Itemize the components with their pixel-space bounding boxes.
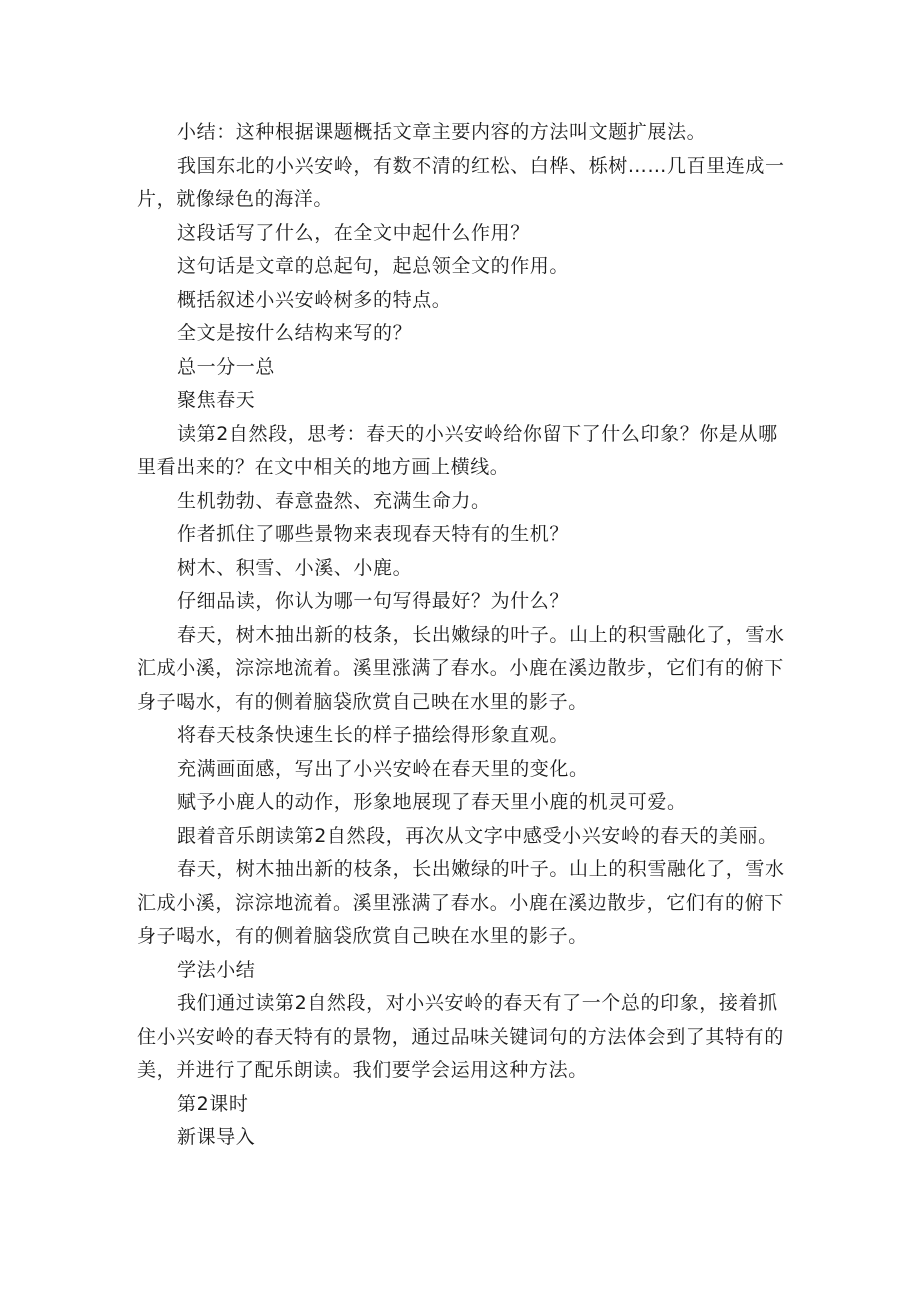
answer-paragraph: 生机勃勃、春意盎然、充满生命力。 [177, 489, 491, 512]
section-heading: 新课导入 [177, 1126, 256, 1148]
answer-paragraph: 将春天枝条快速生长的样子描绘得形象直观。 [177, 724, 570, 746]
quote-paragraph: 我国东北的小兴安岭，有数不清的红松、白桦、栎树……几百里连成一片，就像绿色的海洋。 [137, 154, 785, 210]
section-heading: 学法小结 [177, 958, 256, 981]
summary-paragraph: 小结：这种根据课题概括文章主要内容的方法叫文题扩展法。 [177, 121, 707, 143]
document-body [137, 116, 787, 1155]
answer-paragraph: 赋予小鹿人的动作，形象地展现了春天里小鹿的机灵可爱。 [177, 791, 687, 813]
quote-paragraph: 春天，树木抽出新的枝条，长出嫩绿的叶子。山上的积雪融化了，雪水汇成小溪，淙淙地流着。溪里涨满了春水。小鹿在溪边散步，它们有的俯下身子喝水，有的侧着脑袋欣赏自己映在水里的影子。 [137, 858, 785, 947]
question-paragraph: 仔细品读，你认为哪一句写得最好？为什么？ [177, 590, 570, 612]
section-heading: 聚焦春天 [177, 389, 256, 411]
answer-paragraph: 这句话是文章的总起句，起总领全文的作用。 [177, 255, 570, 277]
task-paragraph: 跟着音乐朗读第2自然段，再次从文字中感受小兴安岭的春天的美丽。 [177, 824, 778, 847]
answer-paragraph: 树木、积雪、小溪、小鹿。 [177, 556, 413, 579]
answer-paragraph: 概括叙述小兴安岭树多的特点。 [177, 288, 452, 311]
task-paragraph: 读第2自然段，思考：春天的小兴安岭给你留下了什么印象？你是从哪里看出来的？在文中相关的地方画上横线。 [137, 422, 778, 478]
question-paragraph: 这段话写了什么，在全文中起什么作用？ [177, 221, 530, 244]
answer-paragraph: 总一分一总 [177, 355, 276, 378]
quote-paragraph: 春天，树木抽出新的枝条，长出嫩绿的叶子。山上的积雪融化了，雪水汇成小溪，淙淙地流着。溪里涨满了春水。小鹿在溪边散步，它们有的俯下身子喝水，有的侧着脑袋欣赏自己映在水里的影子。 [137, 623, 785, 713]
question-paragraph: 作者抓住了哪些景物来表现春天特有的生机？ [177, 523, 570, 545]
question-paragraph: 全文是按什么结构来写的？ [177, 322, 413, 344]
lesson-heading: 第2课时 [177, 1092, 249, 1115]
answer-paragraph: 充满画面感，写出了小兴安岭在春天里的变化。 [177, 757, 589, 780]
summary-paragraph: 我们通过读第2自然段，对小兴安岭的春天有了一个总的印象，接着抓住小兴安岭的春天特有的景物，通过品味关键词句的方法体会到了其特有的美，并进行了配乐朗读。我们要学会运用这种方法。 [137, 992, 784, 1081]
